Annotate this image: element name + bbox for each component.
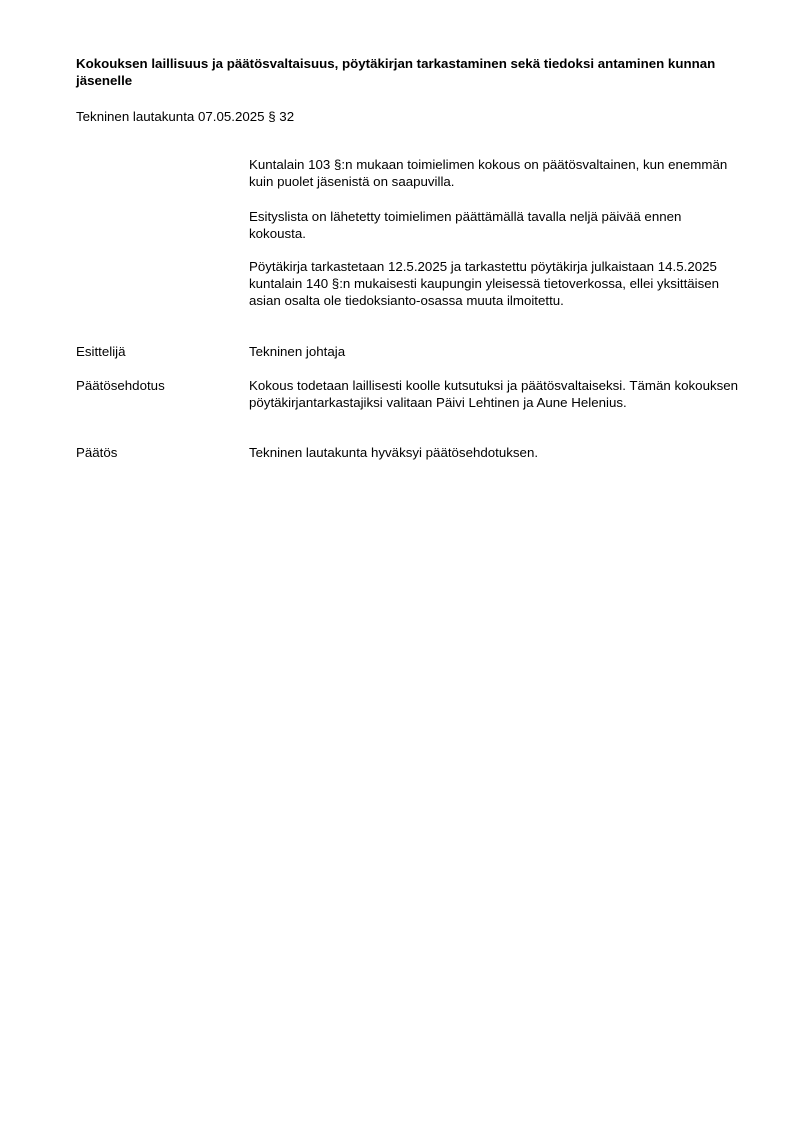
document-title: Kokouksen laillisuus ja päätösvaltaisuus, pöytäkirjan tarkastaminen sekä tiedoksi antaminen kunnan jäsenelle — [76, 56, 716, 88]
proposal-label: Päätösehdotus — [76, 378, 165, 393]
decision-value: Tekninen lautakunta hyväksyi päätösehdotuksen. — [249, 445, 539, 460]
preamble-paragraph-agenda: Esityslista on lähetetty toimielimen päättämällä tavalla neljä päivää ennen kokousta. — [249, 209, 682, 241]
proposal-value: Kokous todetaan laillisesti koolle kutsutuksi ja päätösvaltaiseksi. Tämän kokouksen pöytäkirjantarkastajiksi valitaan Päivi Lehtinen ja Aune Helenius. — [249, 378, 739, 410]
meeting-reference: Tekninen lautakunta 07.05.2025 § 32 — [76, 109, 295, 124]
decision-label: Päätös — [76, 445, 118, 460]
presenter-label: Esittelijä — [76, 344, 126, 359]
presenter-value: Tekninen johtaja — [249, 344, 346, 359]
preamble-paragraph-minutes: Pöytäkirja tarkastetaan 12.5.2025 ja tarkastettu pöytäkirja julkaistaan 14.5.2025 kuntalain 140 §:n mukaisesti kaupungin yleisessä tietoverkossa, ellei yksittäisen asian osalta ole tiedoksianto-osassa muuta ilmoitettu. — [249, 259, 720, 308]
preamble-paragraph-quorum: Kuntalain 103 §:n mukaan toimielimen kokous on päätösvaltainen, kun enemmän kuin puolet jäsenistä on saapuvilla. — [249, 157, 728, 189]
